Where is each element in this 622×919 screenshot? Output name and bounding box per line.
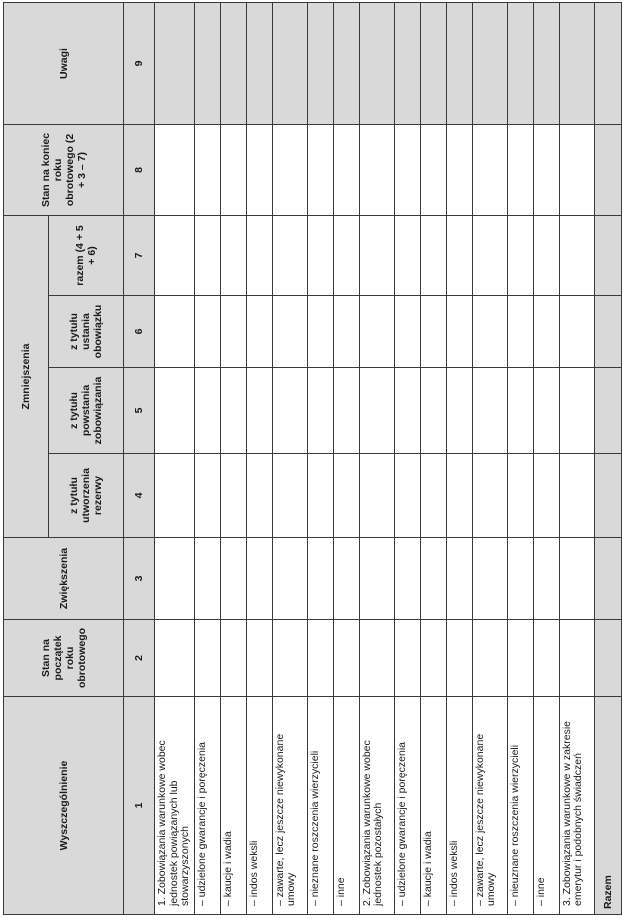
table-cell [359, 620, 394, 697]
column-number: 3 [124, 538, 155, 620]
table-cell [507, 2, 533, 124]
column-number: 9 [124, 2, 155, 124]
table-cell [272, 296, 307, 368]
table-cell [446, 124, 472, 215]
row-label: – nieuznane roszczenia wierzycieli [507, 697, 533, 915]
table-cell [507, 215, 533, 295]
row-label: 2. Zobowiązania warunkowe wobec jednostek pozostałych [359, 697, 394, 915]
table-cell [420, 538, 446, 620]
table-row [507, 2, 533, 914]
column-number: 2 [124, 620, 155, 697]
row-label: 3. Zobowiązania warunkowe w zakresie emerytur i podobnych świadczeń [559, 697, 594, 915]
row-label: – zawarte, lecz jeszcze niewykonane umowy [472, 697, 507, 915]
table-cell [394, 538, 420, 620]
table-cell [559, 368, 594, 454]
table-cell [307, 620, 333, 697]
table-cell [246, 620, 272, 697]
table-cell [533, 620, 559, 697]
table-cell [559, 538, 594, 620]
table-cell [194, 368, 220, 454]
table-cell [272, 215, 307, 295]
table-cell [307, 454, 333, 538]
table-cell [272, 620, 307, 697]
table-cell [307, 538, 333, 620]
table-cell [359, 2, 394, 124]
table-cell [394, 620, 420, 697]
table-cell [559, 124, 594, 215]
table-cell [333, 538, 359, 620]
table-cell [246, 124, 272, 215]
row-label: 1. Zobowiązania warunkowe wobec jednostek powiązanych lub stowarzyszonych [155, 697, 195, 915]
header-notes: Uwagi [4, 2, 124, 124]
table-cell [220, 368, 246, 454]
row-label: – kaucje i wadia [220, 697, 246, 915]
row-label: – kaucje i wadia [420, 697, 446, 915]
header-closing-balance: Stan na koniec roku obrotowego (2 + 3 – 7) [4, 124, 124, 215]
table-cell [594, 368, 621, 454]
table-row [472, 2, 507, 914]
table-cell [594, 620, 621, 697]
table-cell [246, 454, 272, 538]
table-cell [394, 368, 420, 454]
table-cell [420, 368, 446, 454]
table-cell [533, 454, 559, 538]
table-cell [446, 2, 472, 124]
table-row [194, 2, 220, 914]
table-cell [155, 538, 195, 620]
row-label: – inne [533, 697, 559, 915]
table-cell [394, 2, 420, 124]
table-cell [333, 454, 359, 538]
row-label: – zawarte, lecz jeszcze niewykonane umowy [272, 697, 307, 915]
table-cell [155, 620, 195, 697]
table-cell [155, 2, 195, 124]
table-cell [194, 454, 220, 538]
table-cell [507, 620, 533, 697]
table-cell [472, 454, 507, 538]
table-row [220, 2, 246, 914]
table-cell [155, 124, 195, 215]
row-label: – inne [333, 697, 359, 915]
table-cell [359, 538, 394, 620]
total-row [594, 2, 621, 914]
table-cell [394, 296, 420, 368]
column-number: 6 [124, 296, 155, 368]
table-cell [220, 215, 246, 295]
table-cell [507, 368, 533, 454]
table-cell [155, 368, 195, 454]
table-cell [333, 2, 359, 124]
table-cell [594, 454, 621, 538]
table-cell [472, 538, 507, 620]
table-cell [194, 538, 220, 620]
table-cell [155, 454, 195, 538]
table-cell [155, 215, 195, 295]
column-number: 8 [124, 124, 155, 215]
table-cell [194, 124, 220, 215]
table-cell [533, 538, 559, 620]
table-cell [394, 454, 420, 538]
table-cell [246, 368, 272, 454]
table-cell [594, 296, 621, 368]
table-cell [194, 2, 220, 124]
table-cell [420, 296, 446, 368]
table-row [155, 2, 195, 914]
table-cell [333, 215, 359, 295]
table-cell [220, 124, 246, 215]
table-cell [594, 215, 621, 295]
table-cell [194, 620, 220, 697]
table-cell [472, 124, 507, 215]
table-cell [246, 2, 272, 124]
table-cell [272, 454, 307, 538]
header-description: Wyszczególnienie [4, 697, 124, 915]
table-cell [446, 368, 472, 454]
table-row [307, 2, 333, 914]
table-cell [559, 454, 594, 538]
table-cell [307, 2, 333, 124]
table-cell [333, 296, 359, 368]
table-cell [194, 215, 220, 295]
table-cell [472, 296, 507, 368]
table-cell [446, 538, 472, 620]
table-cell [446, 215, 472, 295]
table-cell [333, 368, 359, 454]
table-cell [246, 538, 272, 620]
table-cell [272, 368, 307, 454]
table-cell [533, 368, 559, 454]
table-cell [220, 296, 246, 368]
table-row [272, 2, 307, 914]
table-cell [333, 620, 359, 697]
table-cell [446, 454, 472, 538]
table-cell [307, 215, 333, 295]
table-cell [272, 2, 307, 124]
table-cell [594, 124, 621, 215]
table-cell [533, 2, 559, 124]
table-cell [472, 2, 507, 124]
table-cell [559, 215, 594, 295]
table-row [359, 2, 394, 914]
header-decreases: Zmniejszenia [4, 215, 49, 537]
table-cell [420, 124, 446, 215]
table-cell [272, 538, 307, 620]
header-decrease-arising: z tytułu powstania zobowiązania [49, 368, 124, 454]
table-cell [307, 296, 333, 368]
table-cell [472, 620, 507, 697]
row-label: – nieznane roszczenia wierzycieli [307, 697, 333, 915]
table-cell [359, 454, 394, 538]
column-number: 4 [124, 454, 155, 538]
table-cell [246, 215, 272, 295]
row-label: – indos weksli [446, 697, 472, 915]
table-row [246, 2, 272, 914]
column-number: 5 [124, 368, 155, 454]
table-cell [246, 296, 272, 368]
table-cell [420, 620, 446, 697]
table-cell [359, 368, 394, 454]
table-row [394, 2, 420, 914]
table-cell [507, 296, 533, 368]
table-cell [220, 620, 246, 697]
table-row [420, 2, 446, 914]
table-cell [594, 538, 621, 620]
table-cell [359, 124, 394, 215]
header-increases: Zwiększenia [4, 538, 124, 620]
table-cell [394, 215, 420, 295]
table-row [446, 2, 472, 914]
table-cell [533, 296, 559, 368]
table-cell [420, 454, 446, 538]
table-cell [507, 124, 533, 215]
table-cell [533, 124, 559, 215]
total-label: Razem [594, 697, 621, 915]
table-cell [220, 2, 246, 124]
table-body [155, 2, 622, 914]
column-number: 7 [124, 215, 155, 295]
table-cell [472, 368, 507, 454]
table-row [333, 2, 359, 914]
table-cell [507, 538, 533, 620]
table-cell [272, 124, 307, 215]
header-decrease-reserve: z tytułu utworzenia rezerwy [49, 454, 124, 538]
table-cell [220, 538, 246, 620]
header-decrease-total: razem (4 + 5 + 6) [49, 215, 124, 295]
table-cell [307, 368, 333, 454]
header-decrease-expiry: z tytułu ustania obowiązku [49, 296, 124, 368]
table-cell [307, 124, 333, 215]
table-cell [420, 215, 446, 295]
table-cell [507, 454, 533, 538]
table-cell [559, 2, 594, 124]
table-cell [420, 2, 446, 124]
row-label: – indos weksli [246, 697, 272, 915]
table-cell [472, 215, 507, 295]
table-cell [394, 124, 420, 215]
contingent-liabilities-table [3, 2, 622, 915]
table-cell [155, 296, 195, 368]
column-number: 1 [124, 697, 155, 915]
row-label: – udzielone gwarancje i poręczenia [194, 697, 220, 915]
table-cell [194, 296, 220, 368]
table-cell [446, 620, 472, 697]
header-opening-balance: Stan na początek roku obrotowego [4, 620, 124, 697]
table-cell [359, 215, 394, 295]
table-cell [333, 124, 359, 215]
table-cell [533, 215, 559, 295]
table-cell [446, 296, 472, 368]
table-cell [559, 620, 594, 697]
table-row [559, 2, 594, 914]
table-cell [359, 296, 394, 368]
row-label: – udzielone gwarancje i poręczenia [394, 697, 420, 915]
table-row [533, 2, 559, 914]
table-cell [220, 454, 246, 538]
table-cell [559, 296, 594, 368]
table-cell [594, 2, 621, 124]
